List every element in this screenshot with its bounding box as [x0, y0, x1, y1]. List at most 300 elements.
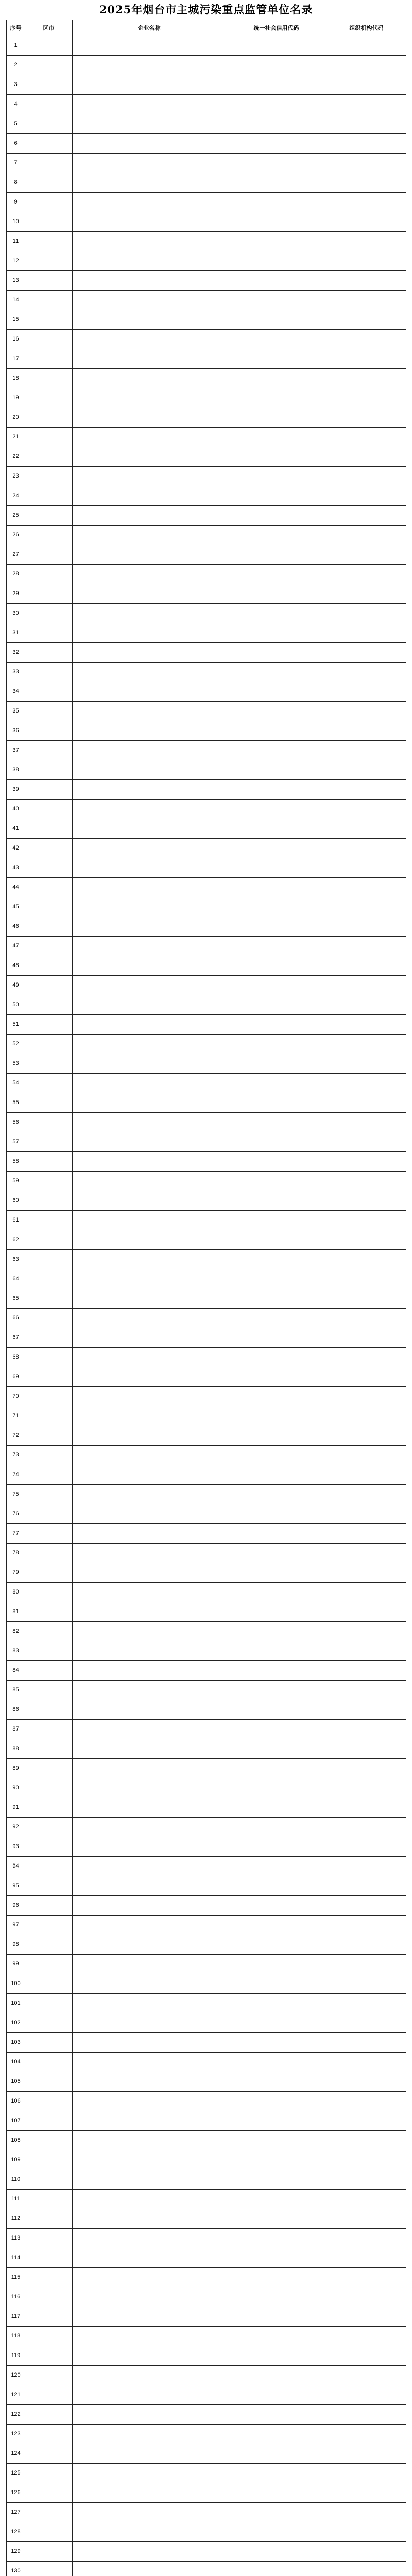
- org-code-cell: [327, 1348, 406, 1367]
- company-name-cell: [73, 1544, 226, 1563]
- credit-code-cell: [226, 1504, 327, 1524]
- company-name-cell: [73, 1387, 226, 1406]
- district-cell: [25, 526, 73, 545]
- company-name-cell: [73, 897, 226, 917]
- row-number: 97: [7, 1916, 25, 1935]
- district-cell: [25, 1132, 73, 1152]
- row-number: 60: [7, 1191, 25, 1211]
- row-number: 42: [7, 839, 25, 858]
- company-name-cell: [73, 271, 226, 291]
- district-cell: [25, 1994, 73, 2013]
- company-name-cell: [73, 2229, 226, 2248]
- row-number: 88: [7, 1739, 25, 1759]
- credit-code-cell: [226, 1681, 327, 1700]
- org-code-cell: [327, 310, 406, 330]
- district-cell: [25, 1778, 73, 1798]
- org-code-cell: [327, 1837, 406, 1857]
- district-cell: [25, 56, 73, 75]
- district-cell: [25, 2542, 73, 2562]
- credit-code-cell: [226, 858, 327, 878]
- district-cell: [25, 1916, 73, 1935]
- table-row: [7, 2209, 406, 2229]
- credit-code-cell: [226, 741, 327, 760]
- company-name-cell: [73, 1837, 226, 1857]
- company-name-cell: [73, 2542, 226, 2562]
- org-code-cell: [327, 976, 406, 995]
- org-code-cell: [327, 1563, 406, 1583]
- row-number: 24: [7, 486, 25, 506]
- org-code-cell: [327, 721, 406, 741]
- district-cell: [25, 369, 73, 388]
- district-cell: [25, 2170, 73, 2190]
- district-cell: [25, 1622, 73, 1641]
- credit-code-cell: [226, 1661, 327, 1681]
- company-name-cell: [73, 917, 226, 937]
- company-name-cell: [73, 2385, 226, 2405]
- row-number: 7: [7, 154, 25, 173]
- row-number: 78: [7, 1544, 25, 1563]
- row-number: 128: [7, 2522, 25, 2542]
- org-code-cell: [327, 545, 406, 565]
- row-number: 4: [7, 95, 25, 114]
- table-row: [7, 1504, 406, 1524]
- org-code-cell: [327, 1035, 406, 1054]
- org-code-cell: [327, 2190, 406, 2209]
- company-name-cell: [73, 565, 226, 584]
- credit-code-cell: [226, 2033, 327, 2053]
- row-number: 28: [7, 565, 25, 584]
- credit-code-cell: [226, 1622, 327, 1641]
- company-name-cell: [73, 1641, 226, 1661]
- company-name-cell: [73, 447, 226, 467]
- table-row: [7, 2072, 406, 2092]
- row-number: 22: [7, 447, 25, 467]
- company-name-cell: [73, 1035, 226, 1054]
- company-name-cell: [73, 663, 226, 682]
- credit-code-cell: [226, 134, 327, 154]
- table-row: [7, 1818, 406, 1837]
- credit-code-cell: [226, 1720, 327, 1739]
- district-cell: [25, 1113, 73, 1132]
- company-name-cell: [73, 1622, 226, 1641]
- district-cell: [25, 1974, 73, 1994]
- company-name-cell: [73, 173, 226, 193]
- credit-code-cell: [226, 369, 327, 388]
- company-name-cell: [73, 1681, 226, 1700]
- table-row: [7, 780, 406, 800]
- table-row: [7, 1152, 406, 1172]
- row-number: 77: [7, 1524, 25, 1544]
- company-name-cell: [73, 682, 226, 702]
- row-number: 107: [7, 2111, 25, 2131]
- table-row: [7, 1916, 406, 1935]
- row-number: 103: [7, 2033, 25, 2053]
- table-row: [7, 1798, 406, 1818]
- table-row: [7, 1524, 406, 1544]
- org-code-cell: [327, 2522, 406, 2542]
- district-cell: [25, 271, 73, 291]
- row-number: 98: [7, 1935, 25, 1955]
- table-row: [7, 2033, 406, 2053]
- row-number: 1: [7, 36, 25, 56]
- credit-code-cell: [226, 251, 327, 271]
- row-number: 125: [7, 2464, 25, 2483]
- table-row: [7, 36, 406, 56]
- org-code-cell: [327, 2444, 406, 2464]
- table-row: [7, 682, 406, 702]
- org-code-cell: [327, 604, 406, 623]
- org-code-cell: [327, 643, 406, 663]
- district-cell: [25, 1367, 73, 1387]
- table-row: [7, 2483, 406, 2503]
- company-name-cell: [73, 1289, 226, 1309]
- district-cell: [25, 1446, 73, 1465]
- org-code-cell: [327, 1935, 406, 1955]
- org-code-cell: [327, 506, 406, 526]
- district-cell: [25, 2385, 73, 2405]
- credit-code-cell: [226, 1015, 327, 1035]
- row-number: 114: [7, 2248, 25, 2268]
- row-number: 93: [7, 1837, 25, 1857]
- org-code-cell: [327, 1876, 406, 1896]
- row-number: 59: [7, 1172, 25, 1191]
- table-row: [7, 1857, 406, 1876]
- row-number: 65: [7, 1289, 25, 1309]
- company-name-cell: [73, 2346, 226, 2366]
- district-cell: [25, 1426, 73, 1446]
- org-code-cell: [327, 1054, 406, 1074]
- table-row: [7, 1974, 406, 1994]
- row-number: 61: [7, 1211, 25, 1230]
- org-code-cell: [327, 1191, 406, 1211]
- row-number: 91: [7, 1798, 25, 1818]
- credit-code-cell: [226, 2444, 327, 2464]
- district-cell: [25, 330, 73, 349]
- org-code-cell: [327, 858, 406, 878]
- company-name-cell: [73, 349, 226, 369]
- table-row: [7, 2013, 406, 2033]
- credit-code-cell: [226, 937, 327, 956]
- org-code-cell: [327, 565, 406, 584]
- org-code-cell: [327, 2307, 406, 2327]
- org-code-cell: [327, 1583, 406, 1602]
- row-number: 108: [7, 2131, 25, 2150]
- credit-code-cell: [226, 2385, 327, 2405]
- table-row: [7, 1994, 406, 2013]
- org-code-cell: [327, 486, 406, 506]
- credit-code-cell: [226, 956, 327, 976]
- table-row: [7, 545, 406, 565]
- org-code-cell: [327, 1700, 406, 1720]
- district-cell: [25, 251, 73, 271]
- district-cell: [25, 212, 73, 232]
- table-row: [7, 1191, 406, 1211]
- credit-code-cell: [226, 349, 327, 369]
- district-cell: [25, 956, 73, 976]
- row-number: 49: [7, 976, 25, 995]
- credit-code-cell: [226, 36, 327, 56]
- credit-code-cell: [226, 2405, 327, 2425]
- credit-code-cell: [226, 526, 327, 545]
- row-number: 48: [7, 956, 25, 976]
- credit-code-cell: [226, 486, 327, 506]
- table-row: [7, 1778, 406, 1798]
- header-district: 区市: [25, 20, 73, 36]
- credit-code-cell: [226, 1857, 327, 1876]
- table-row: [7, 1602, 406, 1622]
- table-row: [7, 134, 406, 154]
- credit-code-cell: [226, 545, 327, 565]
- org-code-cell: [327, 1132, 406, 1152]
- row-number: 81: [7, 1602, 25, 1622]
- district-cell: [25, 1700, 73, 1720]
- table-row: [7, 173, 406, 193]
- company-name-cell: [73, 1700, 226, 1720]
- header-org-code: 组织机构代码: [327, 20, 406, 36]
- table-row: [7, 1269, 406, 1289]
- credit-code-cell: [226, 1974, 327, 1994]
- table-row: [7, 2542, 406, 2562]
- org-code-cell: [327, 232, 406, 251]
- company-name-cell: [73, 1916, 226, 1935]
- district-cell: [25, 2131, 73, 2150]
- table-row: [7, 956, 406, 976]
- credit-code-cell: [226, 1739, 327, 1759]
- company-name-cell: [73, 486, 226, 506]
- company-name-cell: [73, 75, 226, 95]
- company-name-cell: [73, 1504, 226, 1524]
- row-number: 6: [7, 134, 25, 154]
- company-name-cell: [73, 330, 226, 349]
- row-number: 96: [7, 1896, 25, 1916]
- credit-code-cell: [226, 1093, 327, 1113]
- org-code-cell: [327, 193, 406, 212]
- row-number: 75: [7, 1485, 25, 1504]
- table-row: [7, 1113, 406, 1132]
- row-number: 120: [7, 2366, 25, 2385]
- table-row: [7, 2425, 406, 2444]
- credit-code-cell: [226, 2190, 327, 2209]
- company-name-cell: [73, 291, 226, 310]
- table-row: [7, 486, 406, 506]
- row-number: 72: [7, 1426, 25, 1446]
- org-code-cell: [327, 1172, 406, 1191]
- district-cell: [25, 1759, 73, 1778]
- company-name-cell: [73, 1269, 226, 1289]
- district-cell: [25, 1641, 73, 1661]
- row-number: 35: [7, 702, 25, 721]
- credit-code-cell: [226, 2464, 327, 2483]
- credit-code-cell: [226, 800, 327, 819]
- row-number: 5: [7, 114, 25, 134]
- row-number: 38: [7, 760, 25, 780]
- row-number: 90: [7, 1778, 25, 1798]
- credit-code-cell: [226, 1465, 327, 1485]
- company-name-cell: [73, 1778, 226, 1798]
- district-cell: [25, 663, 73, 682]
- row-number: 79: [7, 1563, 25, 1583]
- credit-code-cell: [226, 330, 327, 349]
- row-number: 112: [7, 2209, 25, 2229]
- district-cell: [25, 1093, 73, 1113]
- district-cell: [25, 1583, 73, 1602]
- row-number: 126: [7, 2483, 25, 2503]
- org-code-cell: [327, 1426, 406, 1446]
- org-code-cell: [327, 800, 406, 819]
- org-code-cell: [327, 369, 406, 388]
- district-cell: [25, 800, 73, 819]
- district-cell: [25, 388, 73, 408]
- district-cell: [25, 780, 73, 800]
- table-row: [7, 1700, 406, 1720]
- org-code-cell: [327, 1093, 406, 1113]
- district-cell: [25, 2033, 73, 2053]
- credit-code-cell: [226, 2150, 327, 2170]
- org-code-cell: [327, 956, 406, 976]
- table-row: [7, 369, 406, 388]
- company-name-cell: [73, 839, 226, 858]
- org-code-cell: [327, 2287, 406, 2307]
- table-row: [7, 1328, 406, 1348]
- company-name-cell: [73, 1583, 226, 1602]
- row-number: 95: [7, 1876, 25, 1896]
- company-name-cell: [73, 2170, 226, 2190]
- district-cell: [25, 310, 73, 330]
- table-row: [7, 271, 406, 291]
- credit-code-cell: [226, 819, 327, 839]
- company-name-cell: [73, 2287, 226, 2307]
- org-code-cell: [327, 2346, 406, 2366]
- row-number: 122: [7, 2405, 25, 2425]
- district-cell: [25, 447, 73, 467]
- district-cell: [25, 1739, 73, 1759]
- row-number: 39: [7, 780, 25, 800]
- credit-code-cell: [226, 1406, 327, 1426]
- table-row: [7, 1485, 406, 1504]
- credit-code-cell: [226, 428, 327, 447]
- row-number: 104: [7, 2053, 25, 2072]
- district-cell: [25, 1485, 73, 1504]
- company-name-cell: [73, 428, 226, 447]
- credit-code-cell: [226, 2503, 327, 2522]
- row-number: 31: [7, 623, 25, 643]
- district-cell: [25, 643, 73, 663]
- directory-table: [6, 20, 406, 2576]
- company-name-cell: [73, 251, 226, 271]
- org-code-cell: [327, 1544, 406, 1563]
- district-cell: [25, 2053, 73, 2072]
- district-cell: [25, 95, 73, 114]
- row-number: 73: [7, 1446, 25, 1465]
- row-number: 101: [7, 1994, 25, 2013]
- district-cell: [25, 2229, 73, 2248]
- district-cell: [25, 2307, 73, 2327]
- row-number: 127: [7, 2503, 25, 2522]
- credit-code-cell: [226, 2170, 327, 2190]
- org-code-cell: [327, 1465, 406, 1485]
- credit-code-cell: [226, 584, 327, 604]
- company-name-cell: [73, 2190, 226, 2209]
- org-code-cell: [327, 663, 406, 682]
- table-row: [7, 330, 406, 349]
- district-cell: [25, 2346, 73, 2366]
- row-number: 29: [7, 584, 25, 604]
- org-code-cell: [327, 2268, 406, 2287]
- org-code-cell: [327, 1289, 406, 1309]
- district-cell: [25, 1681, 73, 1700]
- company-name-cell: [73, 2464, 226, 2483]
- table-row: [7, 1406, 406, 1426]
- credit-code-cell: [226, 2268, 327, 2287]
- credit-code-cell: [226, 917, 327, 937]
- district-cell: [25, 193, 73, 212]
- company-name-cell: [73, 2425, 226, 2444]
- org-code-cell: [327, 2072, 406, 2092]
- row-number: 32: [7, 643, 25, 663]
- org-code-cell: [327, 1113, 406, 1132]
- row-number: 3: [7, 75, 25, 95]
- district-cell: [25, 565, 73, 584]
- org-code-cell: [327, 95, 406, 114]
- table-row: [7, 310, 406, 330]
- table-row: [7, 1837, 406, 1857]
- company-name-cell: [73, 760, 226, 780]
- company-name-cell: [73, 1328, 226, 1348]
- row-number: 14: [7, 291, 25, 310]
- credit-code-cell: [226, 408, 327, 428]
- table-row: [7, 800, 406, 819]
- district-cell: [25, 1074, 73, 1093]
- org-code-cell: [327, 1994, 406, 2013]
- table-row: [7, 819, 406, 839]
- credit-code-cell: [226, 1328, 327, 1348]
- company-name-cell: [73, 1857, 226, 1876]
- org-code-cell: [327, 917, 406, 937]
- row-number: 109: [7, 2150, 25, 2170]
- company-name-cell: [73, 506, 226, 526]
- company-name-cell: [73, 800, 226, 819]
- company-name-cell: [73, 2522, 226, 2542]
- district-cell: [25, 2483, 73, 2503]
- table-row: [7, 1544, 406, 1563]
- district-cell: [25, 976, 73, 995]
- row-number: 87: [7, 1720, 25, 1739]
- row-number: 13: [7, 271, 25, 291]
- table-row: [7, 2307, 406, 2327]
- company-name-cell: [73, 2013, 226, 2033]
- table-row: [7, 2150, 406, 2170]
- row-number: 62: [7, 1230, 25, 1250]
- company-name-cell: [73, 2111, 226, 2131]
- row-number: 124: [7, 2444, 25, 2464]
- credit-code-cell: [226, 2092, 327, 2111]
- table-row: [7, 154, 406, 173]
- table-row: [7, 2170, 406, 2190]
- district-cell: [25, 467, 73, 486]
- table-row: [7, 721, 406, 741]
- district-cell: [25, 232, 73, 251]
- company-name-cell: [73, 2150, 226, 2170]
- org-code-cell: [327, 1681, 406, 1700]
- district-cell: [25, 2464, 73, 2483]
- org-code-cell: [327, 1739, 406, 1759]
- org-code-cell: [327, 1661, 406, 1681]
- credit-code-cell: [226, 1916, 327, 1935]
- district-cell: [25, 623, 73, 643]
- row-number: 30: [7, 604, 25, 623]
- district-cell: [25, 134, 73, 154]
- table-row: [7, 2248, 406, 2268]
